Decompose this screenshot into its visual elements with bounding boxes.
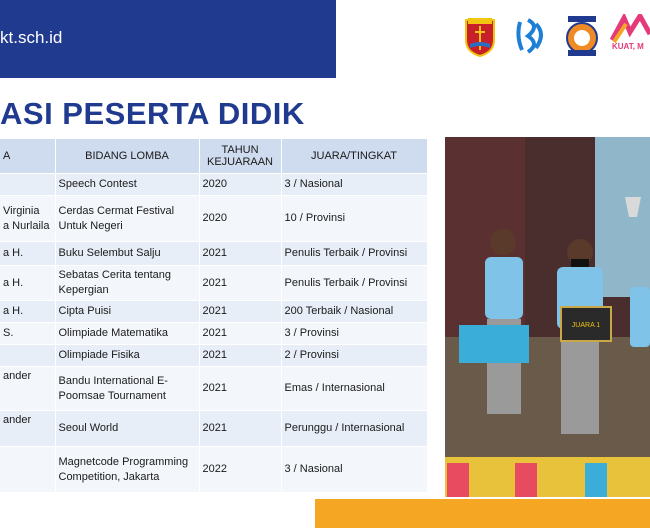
table-row <box>0 174 427 196</box>
cell-name: ander <box>0 367 55 411</box>
cell-rank: 2 / Provinsi <box>281 345 427 367</box>
column-header-name: A <box>0 139 55 174</box>
table-header-row <box>0 139 427 174</box>
cell-rank: Perunggu / Internasional <box>281 411 427 447</box>
cell-year: 2020 <box>199 174 281 196</box>
table-row <box>0 301 427 323</box>
trophy-text: JUARA 1 <box>571 322 601 329</box>
kuat-maju-logo <box>610 14 650 58</box>
cell-field: Cipta Puisi <box>55 301 199 323</box>
table-row <box>0 367 427 411</box>
cell-year: 2021 <box>199 301 281 323</box>
students-award-photo <box>445 137 650 497</box>
cell-name: ander <box>0 411 55 447</box>
cell-rank: Emas / Internasional <box>281 367 427 411</box>
cell-rank: 3 / Nasional <box>281 174 427 196</box>
jakarta-emblem-logo <box>462 14 498 58</box>
sma-negeri-logo <box>564 14 600 58</box>
column-header-year: TAHUN KEJUARAAN <box>199 139 281 174</box>
cell-rank: 3 / Nasional <box>281 447 427 493</box>
dp-logo <box>514 14 548 58</box>
cell-year: 2021 <box>199 411 281 447</box>
cell-year: 2021 <box>199 242 281 266</box>
table-row <box>0 411 427 447</box>
table-row <box>0 345 427 367</box>
cell-field: Buku Selembut Salju <box>55 242 199 266</box>
cell-name <box>0 447 55 493</box>
table-row <box>0 266 427 301</box>
cell-rank: 3 / Provinsi <box>281 323 427 345</box>
achievement-table <box>0 139 428 493</box>
cell-field: Sebatas Cerita tentang Kepergian <box>55 266 199 301</box>
site-url-text: kt.sch.id <box>0 28 63 47</box>
cell-year: 2022 <box>199 447 281 493</box>
cell-rank: Penulis Terbaik / Provinsi <box>281 242 427 266</box>
cell-field: Olimpiade Fisika <box>55 345 199 367</box>
cell-field: Seoul World <box>55 411 199 447</box>
cell-rank: Penulis Terbaik / Provinsi <box>281 266 427 301</box>
cell-name: Virginia a Nurlaila <box>0 196 55 242</box>
cell-year: 2021 <box>199 323 281 345</box>
cell-name: a H. <box>0 242 55 266</box>
header-banner <box>0 0 336 78</box>
cell-year: 2021 <box>199 266 281 301</box>
page-title: ASI PESERTA DIDIK <box>0 96 305 131</box>
cell-field: Cerdas Cermat Festival Untuk Negeri <box>55 196 199 242</box>
table-row <box>0 447 427 493</box>
cell-rank: 200 Terbaik / Nasional <box>281 301 427 323</box>
cell-year: 2020 <box>199 196 281 242</box>
cell-rank: 10 / Provinsi <box>281 196 427 242</box>
cell-name <box>0 345 55 367</box>
cell-name: S. <box>0 323 55 345</box>
cell-name: a H. <box>0 301 55 323</box>
orange-accent-bar <box>315 499 650 528</box>
table-row <box>0 242 427 266</box>
column-header-field: BIDANG LOMBA <box>55 139 199 174</box>
column-header-rank: JUARA/TINGKAT <box>281 139 427 174</box>
cell-name: a H. <box>0 266 55 301</box>
cell-field: Bandu International E-Poomsae Tournament <box>55 367 199 411</box>
cell-year: 2021 <box>199 345 281 367</box>
cell-field: Magnetcode Programming Competition, Jakarta <box>55 447 199 493</box>
table-row <box>0 196 427 242</box>
cell-year: 2021 <box>199 367 281 411</box>
cell-field: Olimpiade Matematika <box>55 323 199 345</box>
table-row <box>0 323 427 345</box>
kuat-maju-text: KUAT, M <box>612 42 644 51</box>
cell-field: Speech Contest <box>55 174 199 196</box>
logo-strip <box>462 14 650 60</box>
cell-name <box>0 174 55 196</box>
